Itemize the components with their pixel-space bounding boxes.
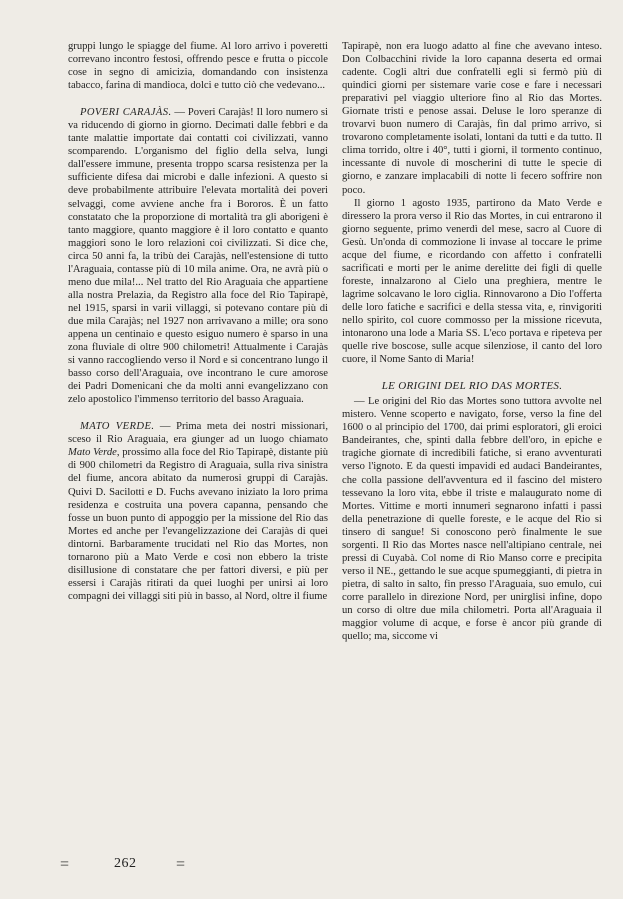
section-poveri-carajas [68,106,328,406]
section-text: , prossimo alla foce del Rio Tapirapè, distante più di 900 chilometri da Registro di Araguaia, sulla riva sinistra del fiume, ancora abitato da numerosi gruppi di Carajàs. Quivi D. Sacilotti e D. Fuchs avevano iniziato la loro prima residenza e costruita una povera capanna, pensando che fosse un buon punto di appoggio per la missione del Rio das Mortes ed anche per l'evangelizzazione dei Carajàs di quei dintorni. Barbaramente trucidati nel Rio das Mortes, non tornarono più a Mato Verde e così non ebbero la triste disillusione di constatare che per fattori diversi, e più per essersi i Carajàs ritirati da quei luoghi per unirsi ai loro compagni dei villaggi siti più in basso, al Nord, oltre il fiume [68,447,328,602]
footer-ornament-left: = [60,856,70,873]
section-text: — Poveri Carajàs! Il loro numero si va riducendo di giorno in giorno. Decimati dalle febbri e da tante malattie importate dai contatti coi civilizzati, vanno scomparendo. L'organismo del figlio della selva, lungi dall'essere immune, presenta troppo scarsa resistenza per la sufficiente difesa dai microbi e dalle infezioni. A questo si deve probabilmente attribuire l'elevata mortalità dei poveri selvaggi, come avviene anche fra i Bororos. È un fatto constatato che la proporzione di mortalità tra gli aborigeni è tanto maggiore, quanto maggiore è il loro contatto e quanto maggiori sono le loro relazioni coi civilizzati. Si dice che, circa 50 anni fa, la tribù dei Carajàs, nell'estensione di tutto l'Araguaia, contasse più di 10 mila anime. Ora, ne avrà più o meno due mila!... Nel tratto del Rio Araguaia che appartiene alla nostra Prelazia, da Registro alla foce del Rio Tapirapè, nel 1915, sparsi in varii villaggi, si potevano contare più di due mila Carajàs; nel 1927 non arrivavano a mille; ora sono appena un centinaio e questo esiguo numero è sparso in una zona fluviale di oltre 900 chilometri! Attualmente i Carajàs si vanno raccogliendo verso il Nord e si concentrano lungo il basso corso dell'Araguaia, ove incontrano le cure amorose dei Padri Domenicani che da molti anni evangelizzano con zelo apostolico l'immenso territorio del basso Araguaia. [68,107,328,406]
section-text: — Prima meta dei nostri missionari, sceso il Rio Araguaia, era giunger ad un luogo chiamato [68,421,328,446]
right-column [342,40,602,643]
page-footer [58,854,218,874]
section-mato-verde [68,420,328,603]
paragraph-continuation: gruppi lungo le spiagge del fiume. Al loro arrivo i poveretti correvano incontro festosi, offrendo pesce e frutta o piccole cose in segno di amicizia, domandando con insistenza tabacco, farina di mandioca, dolci e tutto ciò che vedevano... [68,41,328,92]
footer-ornament-right: = [176,856,186,873]
page-number: 262 [114,856,137,871]
left-column [68,40,328,603]
paragraph-gap [342,366,602,380]
paragraph-continuation: Tapirapè, non era luogo adatto al fine che avevano inteso. Don Colbacchini rivide la loro capanna deserta ed ormai cadente. Cogli altri due confratelli egli si fermò più di quindici giorni per sistemare varie cose e fare i necessari preparativi pel viaggio ulteriore fino al Rio das Mortes. Giornate tristi e penose assai. Deluse le loro speranze di trovarvi buon numero di Carajàs, fin dal primo arrivo, si trovarono completamente isolati, lontani da tutti e da tutto. Il clima torrido, oltre i 40°, tutti i giorni, il tormento continuo, incessante di nuvole di moscherini di tutte le specie di giorno, e zanzare implacabili di notte li fecero soffrire non poco. [342,41,602,196]
section-heading: MATO VERDE. [80,421,155,433]
paragraph-gap [68,406,328,420]
section-title: LE ORIGINI DEL RIO DAS MORTES. [381,380,563,393]
italic-place-name: Mato Verde [68,447,117,459]
section-heading: POVERI CARAJÀS. [80,107,172,119]
paragraph-gap [68,92,328,106]
paragraph-origini: — Le origini del Rio das Mortes sono tuttora avvolte nel mistero. Venne scoperto e navigato, forse, verso la fine del 1600 o al principio del 1700, dai primi esploratori, gli eroici Bandeirantes, che, spinti dalla febbre dell'oro, in epiche e tragiche giornate di incredibili fatiche, si erano avventurati verso l'ignoto. E da questi impavidi ed audaci Bandeirantes, che colla passione dell'avventura ed il fascino del mistero tessevano la loro vita, ebbe il triste e malaugurato nome di Mortes. Vittime e morti innumeri segnarono infatti i passi della penetrazione di quelle foreste, e le acque del Rio si tinsero di sangue! Si conoscono però finalmente le sue sorgenti. Il Rio das Mortes nasce nell'altipiano centrale, nei pressi di Cuyabà. Col nome di Rio Manso corre e precipita verso il NE., gettando le sue acque spumeggianti, di pietra in pietra, di salto in salto, fin presso l'Araguaia, suo emulo, cui corre parallelo in direzione Nord, per unirglisi infine, dopo un corso di oltre due mila chilometri. Porta all'Araguaia il maggior volume di acque, e forse è ancor più grande di quello; ma, siccome vi [342,396,602,643]
paragraph-agosto: Il giorno 1 agosto 1935, partirono da Mato Verde e diressero la prora verso il Rio das Mortes, in cui entrarono il giorno seguente, primo venerdì del mese, sacro al Cuore di Gesù. Un'onda di commozione li invase al toccare le prime acque del fiume, e ricordando con affetto i confratelli sacrificati e morti per le anime derelitte dei figli di quelle foreste, innalzarono al Cielo una preghiera, mentre le lagrime solcavano le loro ciglia. Rinnovarono a Dio l'offerta delle loro fatiche e sacrifici e della stessa vita, e, rinvigoriti nello spirito, col cuore commosso per la missione ricevuta, intonarono una lode a Maria SS. L'eco portava e ripeteva per quelle rive boscose, sulle acque silenziose, il canto del loro cuore, il Nome Santo di Maria! [342,197,602,366]
